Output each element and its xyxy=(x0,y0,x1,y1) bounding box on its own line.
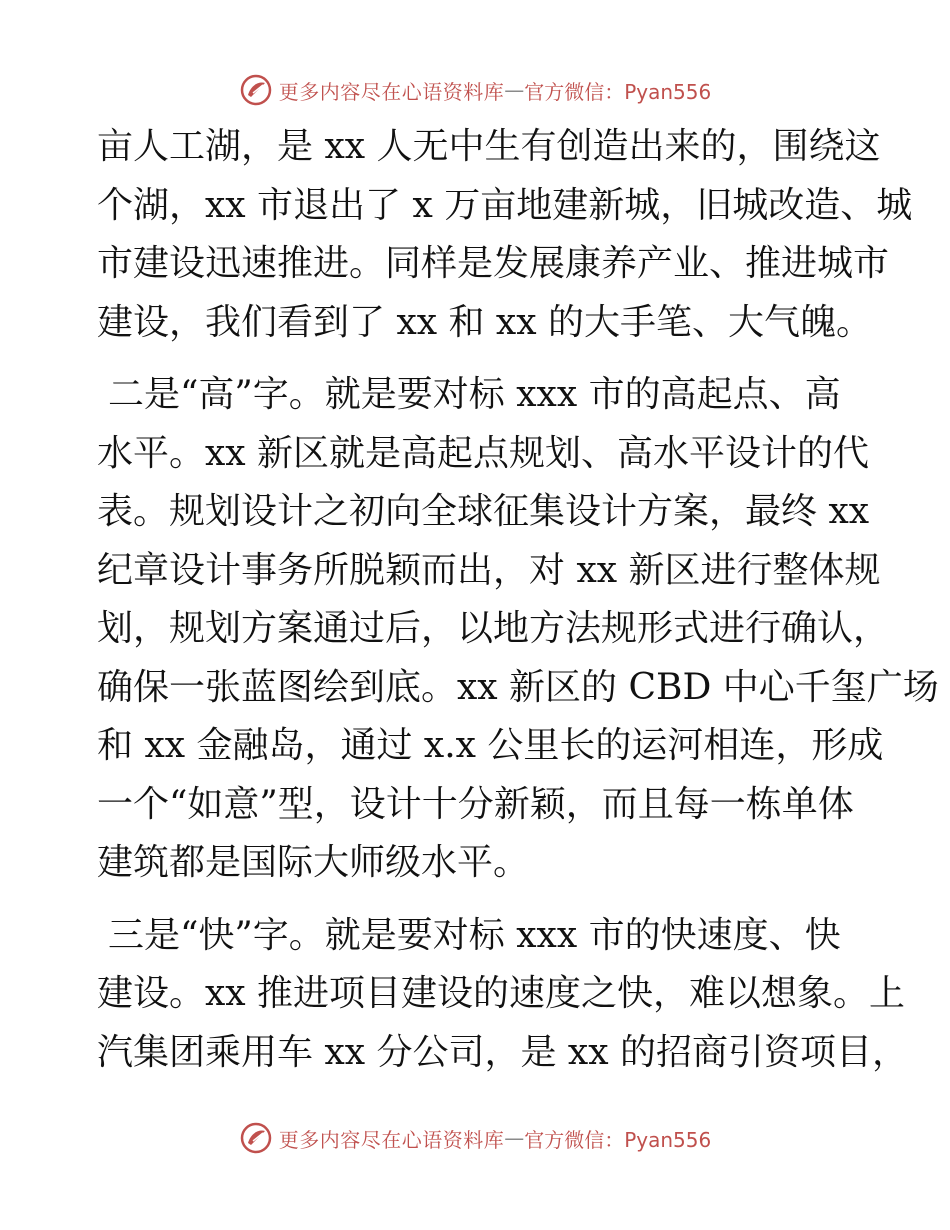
paragraph-2 xyxy=(0,366,950,893)
text-line: 划，规划方案通过后，以地方法规形式进行确认， xyxy=(97,608,890,649)
document-body xyxy=(0,118,950,1082)
footer-separator: — xyxy=(504,1126,525,1150)
text-line: 一个“如意”型，设计十分新颖，而且每一栋单体 xyxy=(97,783,854,825)
paragraph-1 xyxy=(0,118,950,352)
logo-icon xyxy=(239,73,273,107)
logo-icon xyxy=(239,1121,273,1155)
text-line: 个湖，xx 市退出了 x 万亩地建新城，旧城改造、城 xyxy=(97,184,913,226)
paragraph-3 xyxy=(0,907,950,1083)
text-line: 建筑都是国际大师级水平。 xyxy=(97,842,530,883)
text-line: 表。规划设计之初向全球征集设计方案，最终 xx xyxy=(97,491,870,532)
header-separator: — xyxy=(504,78,525,102)
text-line: 亩人工湖，是 xx 人无中生有创造出来的，围绕这 xyxy=(97,126,881,167)
text-line: 市建设迅速推进。同样是发展康养产业、推进城市 xyxy=(97,243,890,284)
text-line: 三是“快”字。就是要对标 xxx 市的快速度、快 xyxy=(108,914,841,956)
text-line: 建设，我们看到了 xx 和 xx 的大手笔、大气魄。 xyxy=(97,301,872,343)
header-banner-text: 更多内容尽在心语资料库 xyxy=(278,79,505,104)
page-footer-banner xyxy=(0,1120,950,1156)
header-contact: 官方微信：Pyan556 xyxy=(524,79,712,104)
footer-banner-text: 更多内容尽在心语资料库 xyxy=(278,1127,505,1152)
text-line: 二是“高”字。就是要对标 xxx 市的高起点、高 xyxy=(108,374,841,415)
text-line: 和 xx 金融岛，通过 x.x 公里长的运河相连，形成 xyxy=(97,725,884,766)
footer-contact: 官方微信：Pyan556 xyxy=(524,1127,712,1152)
text-line: 纪章设计事务所脱颖而出，对 xx 新区进行整体规 xyxy=(97,549,881,591)
text-line: 确保一张蓝图绘到底。xx 新区的 CBD 中心千玺广场 xyxy=(97,666,939,708)
page-header-banner xyxy=(0,72,950,108)
text-line: 水平。xx 新区就是高起点规划、高水平设计的代 xyxy=(97,432,870,474)
text-line: 建设。xx 推进项目建设的速度之快，难以想象。上 xyxy=(97,973,906,1014)
text-line: 汽集团乘用车 xx 分公司，是 xx 的招商引资项目， xyxy=(97,1031,908,1073)
